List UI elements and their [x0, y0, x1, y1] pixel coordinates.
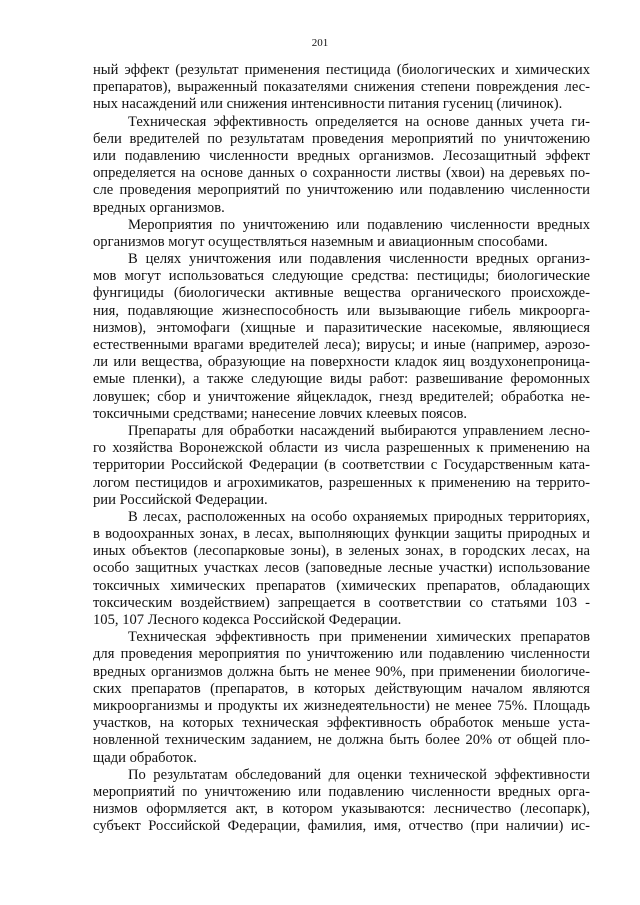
paragraph: [93, 114, 590, 217]
text-line: мов могут использоваться следующие средства: пестициды; биологические: [93, 268, 590, 285]
text-line: ния, подавляющие жизнеспособность или вызывающие гибель микроорга-: [93, 302, 590, 319]
text-line: Мероприятия по уничтожению или подавлению численности вредных: [128, 216, 590, 233]
text-line: токсичными средствами; нанесение ловчих клеевых поясов.: [93, 405, 468, 422]
text-line: новленной техническим заданием, не должна быть более 20% от общей пло-: [93, 732, 590, 749]
text-line: для проведения мероприятия по уничтожению или подавлению численности: [93, 646, 590, 663]
paragraph: [93, 62, 590, 114]
text-line: токсичных химических препаратов (химических препаратов, обладающих: [93, 577, 590, 594]
paragraph: [93, 767, 590, 836]
text-line: мероприятий по уничтожению или подавлению численности вредных орга-: [93, 783, 590, 800]
text-line: го хозяйства Воронежской области из числа разрешенных к применению на: [93, 440, 590, 457]
text-line: низмов), энтомофаги (хищные и паразитические насекомые, являющиеся: [93, 319, 590, 336]
text-line: в водоохранных зонах, в лесах, выполняющих функции защиты природных и: [93, 526, 590, 543]
text-line: щади обработок.: [93, 749, 197, 766]
text-line: емые пленки), а также следующие виды работ: развешивание феромонных: [93, 371, 590, 388]
text-line: рии Российской Федерации.: [93, 491, 268, 508]
text-line: 105, 107 Лесного кодекса Российской Федерации.: [93, 612, 402, 628]
text-line: участков, на которых техническая эффективность обработок меньше уста-: [93, 715, 590, 732]
text-line: токсическим воздействием) запрещается в соответствии со статьями 103 -: [93, 594, 590, 611]
paragraph: [93, 217, 590, 251]
text-line: микроорганизмы и продукты их жизнедеятельности) не менее 75%. Площадь: [93, 697, 590, 714]
text-line: вредных организмов должна быть не менее 90%, при применении биологиче-: [93, 663, 590, 680]
text-line: территории Российской Федерации (в соответствии с Государственным ката-: [93, 457, 590, 474]
paragraph: [93, 629, 590, 767]
text-line: бели вредителей по результатам проведения мероприятий по уничтожению: [93, 130, 590, 147]
document-body: [93, 62, 590, 835]
text-line: иных объектов (лесопарковые зоны), в зеленых зонах, в городских лесах, на: [93, 543, 590, 560]
text-line: особо защитных участках лесов (заповедные лесные участки) использование: [93, 560, 590, 577]
text-line: Препараты для обработки насаждений выбираются управлением лесно-: [128, 422, 590, 439]
text-line: субъект Российской Федерации, фамилия, имя, отчество (при наличии) ис-: [93, 818, 590, 835]
text-line: организмов могут осуществляться наземным и авиационным способами.: [93, 233, 548, 250]
text-line: ских препаратов (препаратов, в которых действующим началом являются: [93, 680, 590, 697]
text-line: низмов оформляется акт, в котором указываются: лесничество (лесопарк),: [93, 801, 590, 818]
text-line: В целях уничтожения или подавления численности вредных организ-: [128, 251, 590, 268]
text-line: По результатам обследований для оценки технической эффективности: [128, 766, 590, 783]
text-line: ный эффект (результат применения пестицида (биологических и химических: [93, 62, 590, 78]
text-line: логом пестицидов и агрохимикатов, разрешенных к применению на террито-: [93, 474, 590, 491]
text-line: ных насаждений или снижения интенсивности питания гусениц (личинок).: [93, 96, 563, 113]
paragraph: [93, 423, 590, 509]
paragraph: [93, 251, 590, 423]
text-line: вредных организмов.: [93, 199, 225, 216]
text-line: или подавлению численности вредных организмов. Лесозащитный эффект: [93, 147, 590, 164]
text-line: сле проведения мероприятий по уничтожению или подавлению численности: [93, 182, 590, 199]
text-line: Техническая эффективность определяется на основе данных учета ги-: [128, 113, 590, 130]
text-line: ловушек; сбор и уничтожение яйцекладок, гнезд вредителей; обработка не-: [93, 388, 590, 405]
text-line: ли или вещества, образующие на поверхности кладок яиц воздухонепроница-: [93, 354, 590, 371]
text-line: Техническая эффективность при применении химических препаратов: [128, 629, 590, 646]
text-line: определяется на основе данных о сохранности листвы (хвои) на деревьях по-: [93, 165, 590, 182]
page-number: 201: [311, 37, 329, 49]
paragraph: [93, 509, 590, 629]
text-line: В лесах, расположенных на особо охраняемых природных территориях,: [128, 508, 590, 525]
text-line: естественными врагами вредителей леса); вирусы; и иные (например, аэрозо-: [93, 337, 590, 353]
text-line: препаратов), выраженный показателями снижения степени повреждения лес-: [93, 79, 590, 96]
text-line: фунгициды (биологически активные вещества органического происхожде-: [93, 285, 590, 302]
